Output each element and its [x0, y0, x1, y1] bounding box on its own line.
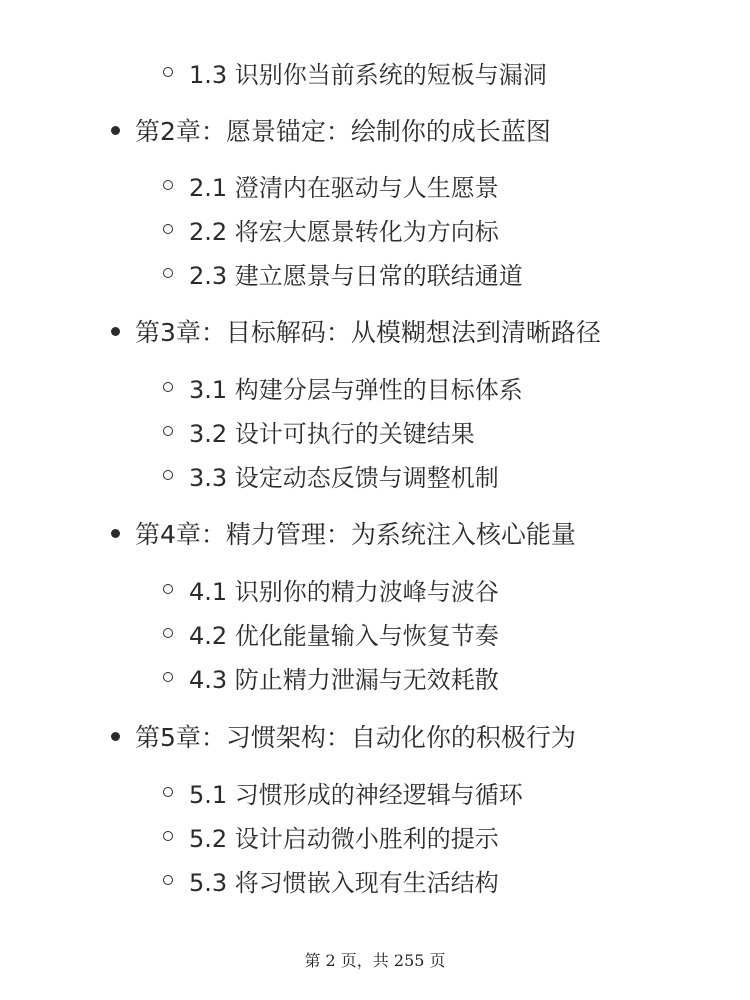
toc-section-text: 3.3 设定动态反馈与调整机制: [189, 463, 499, 492]
toc-chapter-3: [0, 309, 750, 353]
circle-bullet-icon: [163, 584, 173, 594]
toc-section-5-2: [0, 814, 750, 858]
toc-section-3-2: [0, 409, 750, 453]
toc-section-text: 5.1 习惯形成的神经逻辑与循环: [189, 780, 523, 809]
circle-bullet-icon: [163, 382, 173, 392]
circle-bullet-icon: [163, 268, 173, 278]
toc-chapter-5: [0, 714, 750, 758]
toc-chapter-text: 第4章：精力管理：为系统注入核心能量: [135, 520, 576, 549]
toc-section-text: 1.3 识别你当前系统的短板与漏洞: [189, 60, 547, 89]
toc-section-3-1: [0, 365, 750, 409]
toc-section-2-1: [0, 163, 750, 207]
toc-section-text: 5.3 将习惯嵌入现有生活结构: [189, 868, 499, 897]
circle-bullet-icon: [163, 426, 173, 436]
toc-section-text: 5.2 设计启动微小胜利的提示: [189, 824, 499, 853]
toc-section-2-3: [0, 251, 750, 295]
toc-chapter-text: 第3章：目标解码：从模糊想法到清晰路径: [135, 318, 601, 347]
disc-bullet-icon: [111, 732, 120, 741]
toc-section-text: 4.1 识别你的精力波峰与波谷: [189, 577, 499, 606]
toc-section-text: 3.2 设计可执行的关键结果: [189, 419, 475, 448]
circle-bullet-icon: [163, 470, 173, 480]
circle-bullet-icon: [163, 831, 173, 841]
toc-section-text: 3.1 构建分层与弹性的目标体系: [189, 375, 523, 404]
disc-bullet-icon: [111, 529, 120, 538]
toc-chapter-2: [0, 108, 750, 152]
circle-bullet-icon: [163, 672, 173, 682]
toc-section-4-1: [0, 567, 750, 611]
circle-bullet-icon: [163, 224, 173, 234]
toc-chapter-text: 第2章：愿景锚定：绘制你的成长蓝图: [135, 117, 551, 146]
toc-section-4-2: [0, 611, 750, 655]
circle-bullet-icon: [163, 180, 173, 190]
circle-bullet-icon: [163, 628, 173, 638]
page-number-footer: 第 2 页，共 255 页: [304, 951, 446, 970]
toc-section-text: 2.2 将宏大愿景转化为方向标: [189, 217, 499, 246]
toc-section-text: 2.1 澄清内在驱动与人生愿景: [189, 173, 499, 202]
disc-bullet-icon: [111, 126, 120, 135]
toc-section-text: 4.2 优化能量输入与恢复节奏: [189, 621, 499, 650]
toc-section-4-3: [0, 655, 750, 699]
toc-section-5-3: [0, 858, 750, 902]
toc-section-2-2: [0, 207, 750, 251]
disc-bullet-icon: [111, 327, 120, 336]
toc-chapter-4: [0, 511, 750, 555]
toc-section-1-3: [0, 50, 750, 94]
circle-bullet-icon: [163, 875, 173, 885]
circle-bullet-icon: [163, 787, 173, 797]
toc-section-3-3: [0, 453, 750, 497]
toc-section-text: 2.3 建立愿景与日常的联结通道: [189, 261, 523, 290]
toc-section-5-1: [0, 770, 750, 814]
toc-chapter-text: 第5章：习惯架构：自动化你的积极行为: [135, 723, 576, 752]
circle-bullet-icon: [163, 67, 173, 77]
toc-section-text: 4.3 防止精力泄漏与无效耗散: [189, 665, 499, 694]
